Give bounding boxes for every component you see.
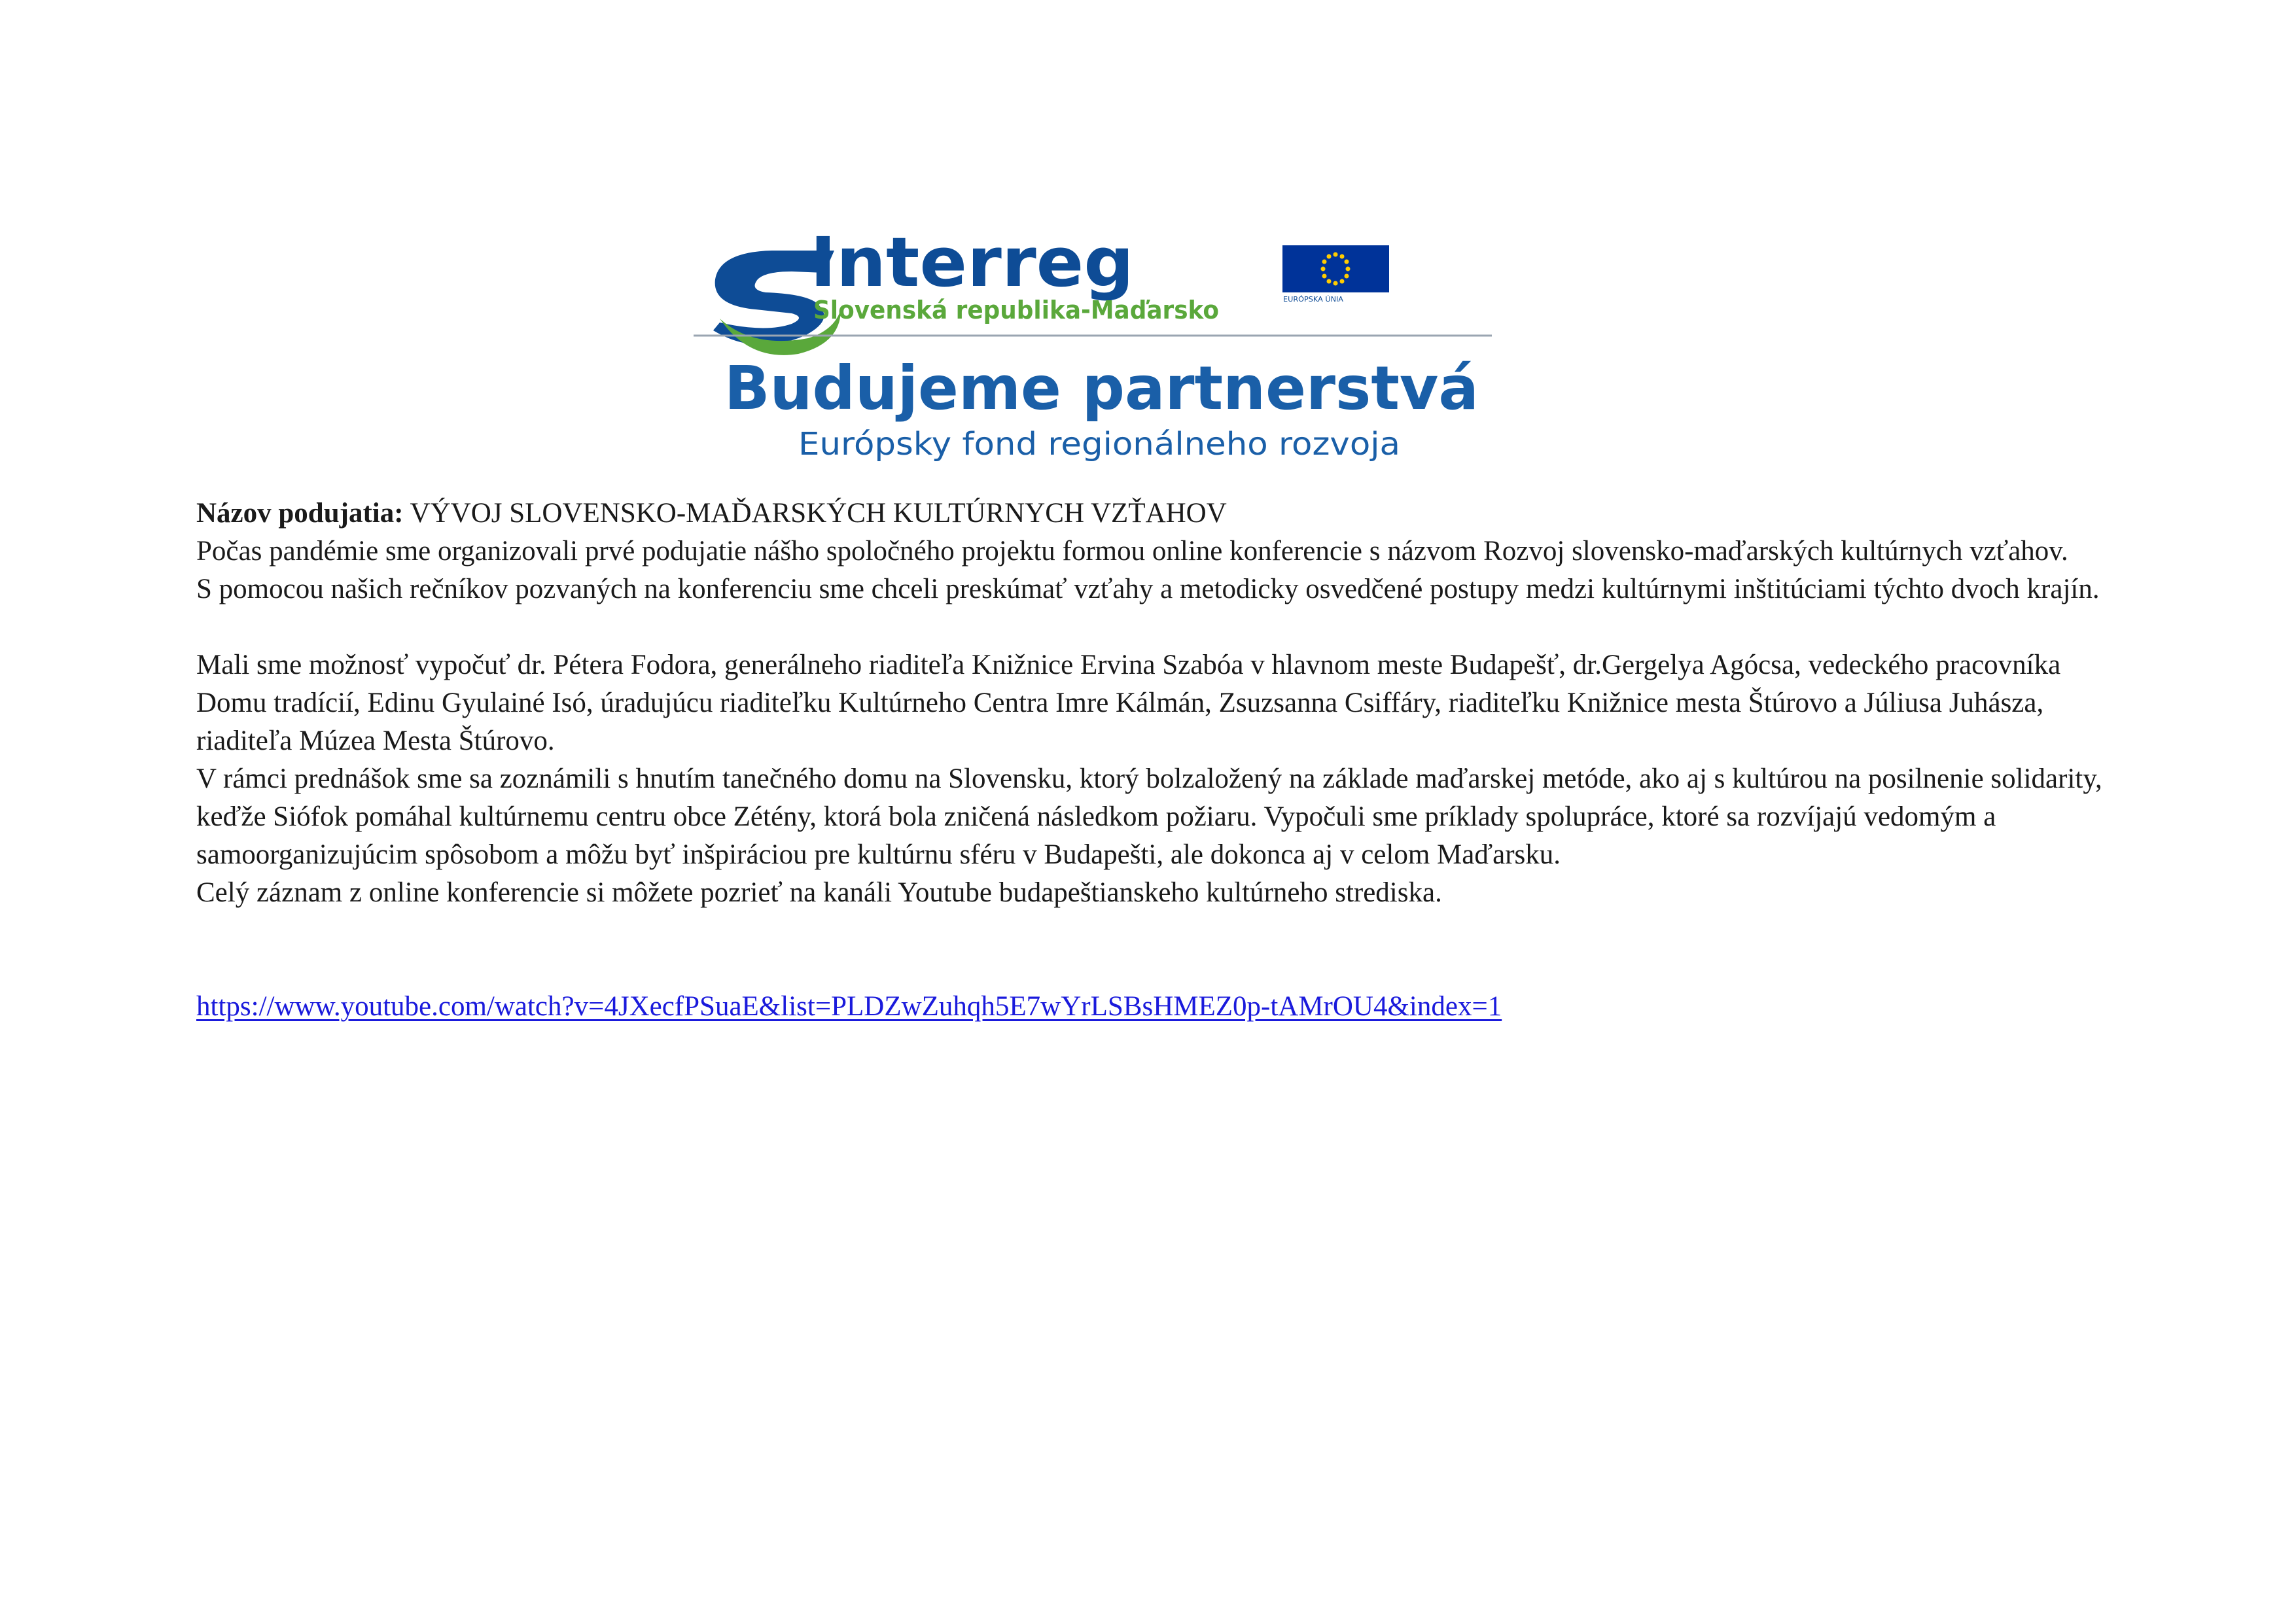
- paragraph-speakers-aim: S pomocou našich rečníkov pozvaných na konferenciu sme chceli preskúmať vzťahy a metodicky osvedčené postupy medzi kultúrnymi inštitúciami týchto dvoch krajín.: [196, 574, 2100, 604]
- event-title-label: Názov podujatia:: [196, 498, 404, 529]
- logo-name: Interreg: [810, 232, 1134, 302]
- document-body: [196, 495, 2127, 1026]
- paragraph-speakers: Mali sme možnosť vypočuť dr. Pétera Fodora, generálneho riaditeľa Knižnice Ervina Szabóa v hlavnom meste Budapešť, dr.Gergelya Agócsa, vedeckého pracovníka Domu tradícií, Edinu Gyulainé Isó, úradujúcu riaditeľku Kultúrneho Centra Imre Kálmán, Zsuzsanna Csiffáry, riaditeľku Knižnice mesta Štúrovo a Júliusa Juhásza, riaditeľa Múzea Mesta Štúrovo.: [196, 650, 2061, 756]
- eu-label: EURÓPSKA ÚNIA: [1283, 295, 1344, 304]
- paragraph-intro: Počas pandémie sme organizovali prvé podujatie nášho spoločného projektu formou online konferencie s názvom Rozvoj slovensko-maďarských kultúrnych vzťahov.: [196, 536, 2068, 567]
- link-line: [196, 988, 2127, 1026]
- slogan: Budujeme partnerstvá: [724, 353, 1479, 423]
- interreg-header: [694, 232, 1492, 474]
- event-title-value: VÝVOJ SLOVENSKO-MAĎARSKÝCH KULTÚRNYCH VZŤAHOV: [410, 498, 1227, 529]
- paragraph-recording: Celý záznam z online konferencie si môžete pozrieť na kanáli Youtube budapeštianskeho kultúrneho strediska.: [196, 877, 1442, 908]
- fund-name: Európsky fond regionálneho rozvoja: [798, 426, 1400, 462]
- eu-flag-icon: [1282, 245, 1389, 292]
- paragraph-lectures: V rámci prednášok sme sa zoznámili s hnutím tanečného domu na Slovensku, ktorý bolzaložený na základe maďarskej metóde, ako aj s kultúrou na posilnenie solidarity, keďže Siófok pomáhal kultúrnemu centru obce Zétény, ktorá bola zničená následkom požiaru. Vypočuli sme príklady spolupráce, ktoré sa rozvíjajú vedomým a samoorganizujúcim spôsobom a môžu byť inšpiráciou pre kultúrnu sféru v Budapešti, ale dokonca aj v celom Maďarsku.: [196, 763, 2102, 870]
- event-title-line: [196, 495, 2127, 532]
- youtube-link[interactable]: https://www.youtube.com/watch?v=4JXecfPSuaE&list=PLDZwZuhqh5E7wYrLSBsHMEZ0p-tAMrOU4&index=1: [196, 991, 1502, 1022]
- logo-subtitle: Slovenská republika-Maďarsko: [813, 296, 1219, 324]
